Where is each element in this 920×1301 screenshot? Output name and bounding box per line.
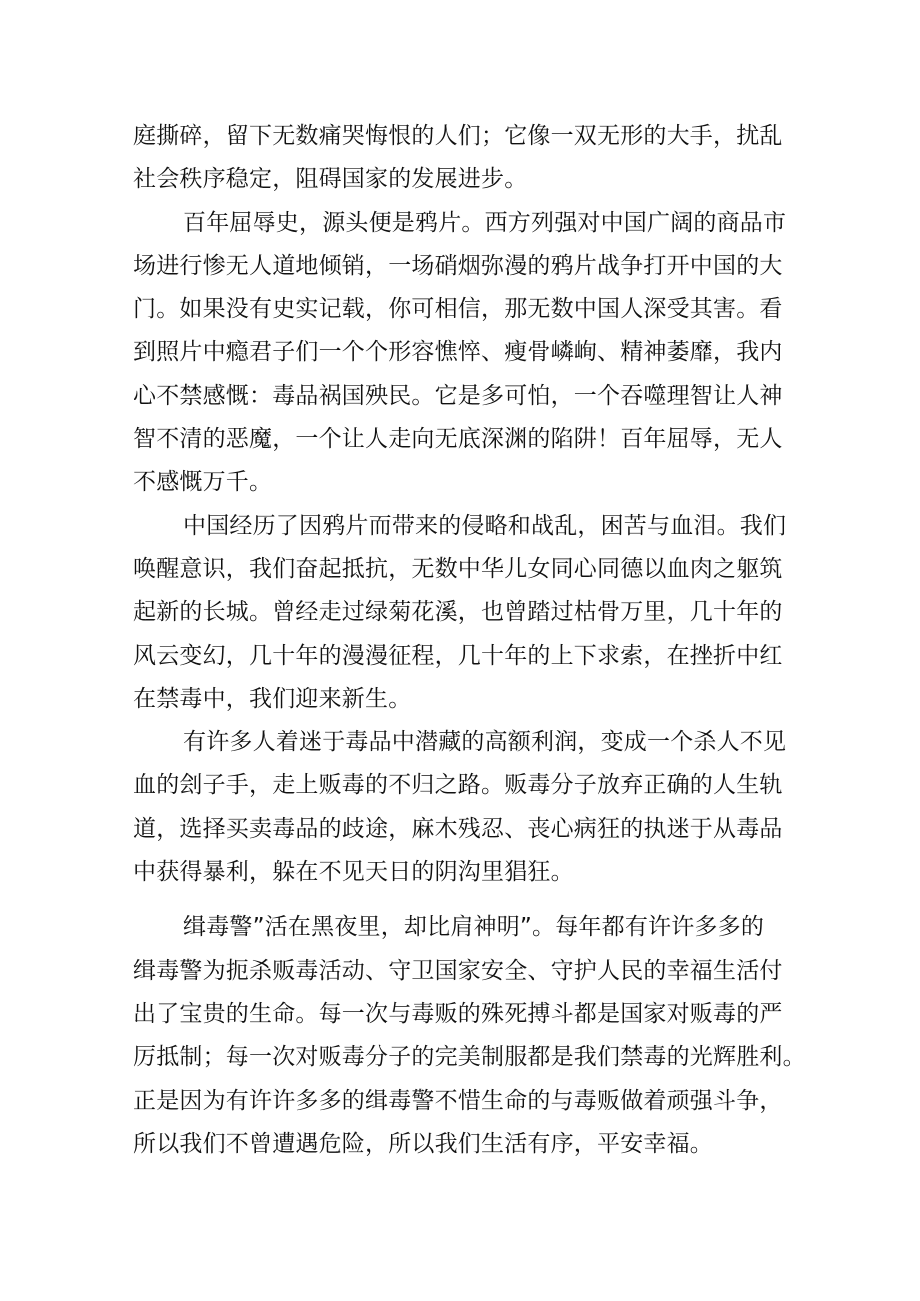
text-line: 在禁毒中，我们迎来新生。 — [133, 685, 412, 712]
paragraph-3 — [133, 505, 793, 721]
text-line: 场进行惨无人道地倾销，一场硝烟弥漫的鸦片战争打开中国的大 — [133, 252, 783, 279]
text-line: 出了宝贵的生命。每一次与毒贩的殊死搏斗都是国家对贩毒的严 — [133, 1000, 783, 1027]
text-line: 不感慨万千。 — [133, 469, 273, 496]
paragraph-4 — [133, 721, 793, 894]
paragraph-1 — [133, 115, 793, 202]
text-line: 正是因为有许许多多的缉毒警不惜生命的与毒贩做着顽强斗争， — [133, 1087, 783, 1114]
text-line: 道，选择买卖毒品的歧途，麻木残忍、丧心病狂的执迷于从毒品 — [133, 815, 783, 842]
text-line: 中国经历了因鸦片而带来的侵略和战乱，困苦与血泪。我们 — [183, 512, 787, 539]
text-line: 中获得暴利，躲在不见天日的阴沟里猖狂。 — [133, 859, 574, 886]
text-line: 厉抵制；每一次对贩毒分子的完美制服都是我们禁毒的光辉胜利。 — [133, 1044, 806, 1071]
text-line: 有许多人着迷于毒品中潜藏的高额利润，变成一个杀人不见 — [183, 729, 787, 756]
text-line: 唤醒意识，我们奋起抵抗，无数中华儿女同心同德以血肉之躯筑 — [133, 555, 783, 582]
paragraph-5 — [133, 906, 806, 1166]
text-line: 缉毒警为扼杀贩毒活动、守卫国家安全、守护人民的幸福生活付 — [133, 957, 783, 984]
text-line: 血的刽子手，走上贩毒的不归之路。贩毒分子放弃正确的人生轨 — [133, 772, 783, 799]
text-line: 所以我们不曾遭遇危险，所以我们生活有序，平安幸福。 — [133, 1130, 713, 1157]
text-line: 门。如果没有史实记载，你可相信，那无数中国人深受其害。看 — [133, 296, 783, 323]
text-line: 庭撕碎，留下无数痛哭悔恨的人们；它像一双无形的大手，扰乱 — [133, 123, 783, 149]
paragraph-2 — [133, 202, 793, 505]
text-line: 心不禁感慨：毒品祸国殃民。它是多可怕，一个吞噬理智让人神 — [133, 382, 783, 409]
text-line: 起新的长城。曾经走过绿菊花溪，也曾踏过枯骨万里，几十年的 — [133, 599, 783, 626]
document-body — [133, 115, 806, 1166]
text-line: 到照片中瘾君子们一个个形容憔悴、瘦骨嶙峋、精神萎靡，我内 — [133, 339, 783, 366]
text-line: 智不清的恶魔，一个让人走向无底深渊的陷阱！百年屈辱，无人 — [133, 426, 783, 453]
text-line: 社会秩序稳定，阻碍国家的发展进步。 — [133, 166, 528, 193]
text-line: 百年屈辱史，源头便是鸦片。西方列强对中国广阔的商品市 — [183, 209, 787, 236]
text-line: 风云变幻，几十年的漫漫征程，几十年的上下求索，在挫折中红 — [133, 642, 783, 669]
text-line: 缉毒警”活在黑夜里，却比肩神明”。每年都有许许多多的 — [183, 914, 765, 941]
